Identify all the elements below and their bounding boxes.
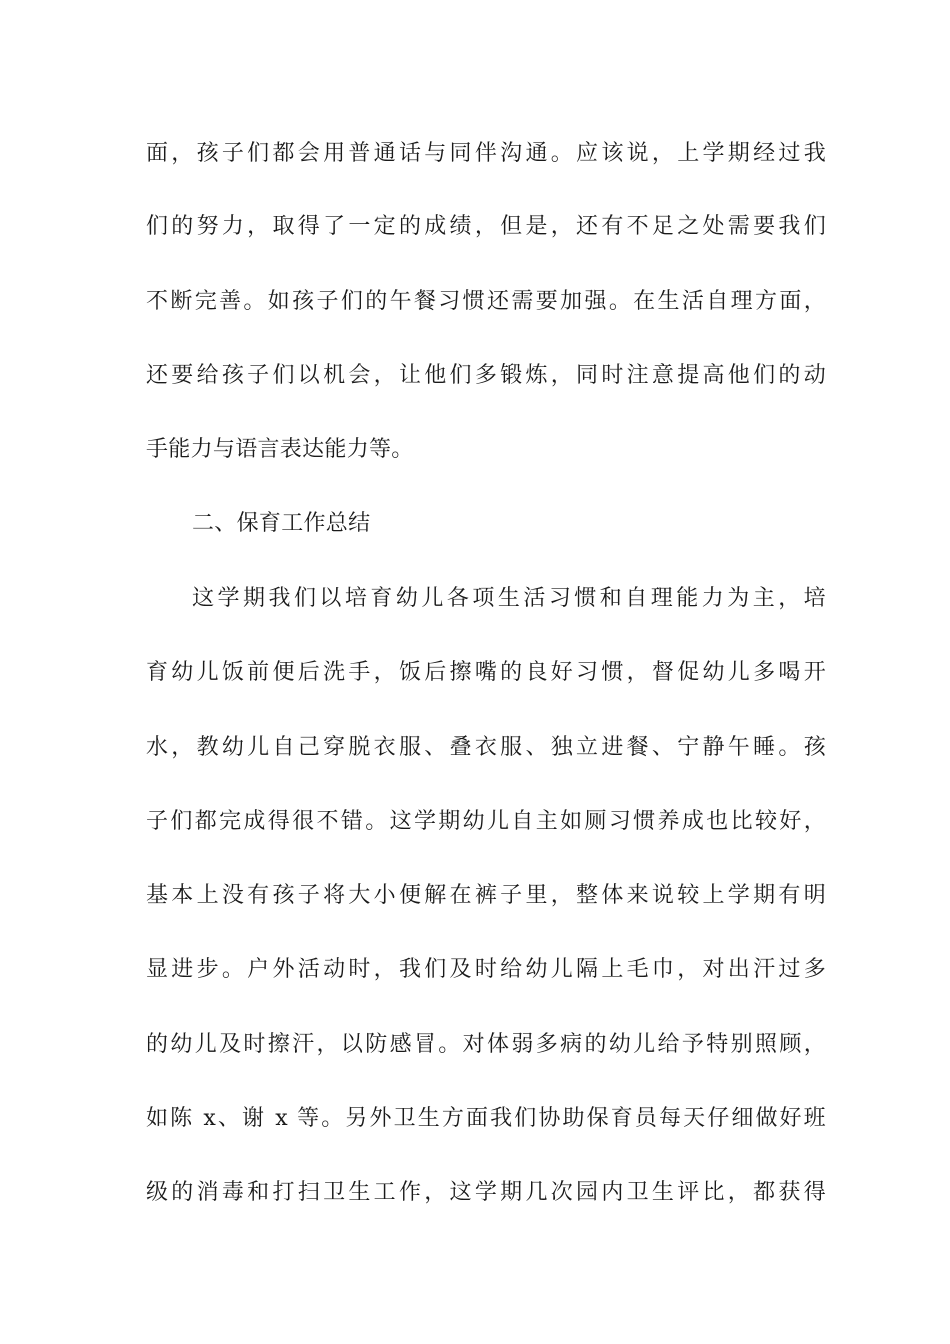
paragraph-line: 子们都完成得很不错。这学期幼儿自主如厕习惯养成也比较好， [146, 809, 826, 834]
paragraph-line: 不断完善。如孩子们的午餐习惯还需要加强。在生活自理方面， [146, 289, 826, 314]
section-heading: 二、保育工作总结 [192, 511, 371, 536]
paragraph-line-last: 手能力与语言表达能力等。 [146, 437, 414, 462]
paragraph-line: 基本上没有孩子将大小便解在裤子里，整体来说较上学期有明 [146, 883, 826, 908]
paragraph-line: 面，孩子们都会用普通话与同伴沟通。应该说，上学期经过我 [146, 141, 826, 166]
paragraph-line: 水，教幼儿自己穿脱衣服、叠衣服、独立进餐、宁静午睡。孩 [146, 735, 826, 760]
paragraph-line: 如陈 x、谢 x 等。另外卫生方面我们协助保育员每天仔细做好班 [146, 1106, 826, 1131]
paragraph-line: 显进步。户外活动时，我们及时给幼儿隔上毛巾，对出汗过多 [146, 957, 826, 982]
paragraph-line: 的幼儿及时擦汗，以防感冒。对体弱多病的幼儿给予特别照顾， [146, 1032, 826, 1057]
paragraph-line: 们的努力，取得了一定的成绩，但是，还有不足之处需要我们 [146, 214, 826, 239]
paragraph-line: 这学期我们以培育幼儿各项生活习惯和自理能力为主，培 [192, 586, 826, 611]
paragraph-line: 还要给孩子们以机会，让他们多锻炼，同时注意提高他们的动 [146, 363, 826, 388]
paragraph-line: 级的消毒和打扫卫生工作，这学期几次园内卫生评比，都获得 [146, 1180, 826, 1205]
paragraph-line: 育幼儿饭前便后洗手，饭后擦嘴的良好习惯，督促幼儿多喝开 [146, 660, 826, 685]
